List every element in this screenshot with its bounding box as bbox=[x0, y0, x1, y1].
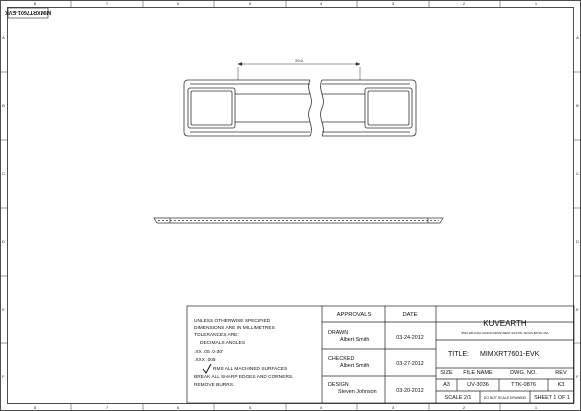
bottom-zone-label: 2 bbox=[462, 405, 466, 410]
top-zone-label: 6 bbox=[176, 1, 180, 6]
right-zone-labels bbox=[576, 35, 579, 379]
bottom-zone-label: 8 bbox=[33, 405, 37, 410]
top-zone-label: 4 bbox=[319, 1, 323, 6]
sheet-text: SHEET 1 OF 1 bbox=[534, 395, 570, 401]
do-not-scale-text: DO NOT SCALE DRAWING bbox=[483, 396, 527, 400]
size-label: SIZE bbox=[440, 370, 453, 376]
left-zone-label: D bbox=[2, 239, 5, 244]
top-dimension bbox=[238, 63, 360, 81]
title-value: MIMXRT7601-EVK bbox=[480, 351, 540, 358]
drawn-label: DRAWN bbox=[328, 330, 349, 336]
rev-value: K3 bbox=[557, 382, 565, 388]
design-name: Steven Johnson bbox=[338, 389, 377, 395]
note-line: BREAK ALL SHARP EDGES AND CORNERS. bbox=[194, 375, 294, 380]
part-top-view bbox=[184, 80, 416, 136]
drawing-title-stamp bbox=[5, 8, 51, 18]
checked-label: CHECKED bbox=[328, 356, 355, 362]
left-zone-label: F bbox=[2, 374, 5, 379]
note-line: TOLERANCES ARE: bbox=[194, 333, 239, 338]
outer-border bbox=[1, 1, 581, 411]
part-side-view bbox=[154, 218, 443, 223]
checked-name: Albert Smith bbox=[340, 363, 370, 369]
note-line: UNLESS OTHERWISE SPECIFIED bbox=[194, 319, 271, 324]
size-value: A3 bbox=[443, 382, 450, 388]
left-zone-labels bbox=[2, 35, 5, 379]
dwg-no-label: DWG. NO. bbox=[510, 370, 537, 376]
left-zone-ticks bbox=[0, 72, 7, 343]
note-line: DECIMALS ANGLES bbox=[200, 341, 246, 346]
right-zone-ticks bbox=[574, 72, 581, 343]
bottom-zone-ticks bbox=[71, 404, 500, 411]
approvals-block bbox=[328, 312, 424, 395]
right-zone-label: C bbox=[576, 171, 579, 176]
bottom-zone-label: 3 bbox=[391, 405, 395, 410]
design-date: 03-20-2012 bbox=[396, 388, 424, 394]
left-zone-label: B bbox=[2, 103, 5, 108]
note-line: REMOVE BURRS. bbox=[194, 383, 235, 388]
approvals-header: APPROVALS bbox=[336, 312, 372, 318]
file-name-label: FILE NAME bbox=[463, 370, 493, 376]
top-zone-label: 2 bbox=[462, 1, 466, 6]
right-zone-label: D bbox=[576, 239, 579, 244]
bottom-zone-label: 7 bbox=[105, 405, 109, 410]
scale-text: SCALE 2/1 bbox=[444, 395, 472, 401]
right-zone-label: A bbox=[576, 35, 579, 40]
left-zone-label: C bbox=[2, 171, 5, 176]
title-label: TITLE: bbox=[448, 351, 470, 358]
note-line: RMS ALL MACHINED SURFACES bbox=[213, 367, 288, 372]
top-zone-label: 3 bbox=[391, 1, 395, 6]
note-line: .XX .05 .0-30' bbox=[194, 350, 223, 355]
bottom-zone-label: 1 bbox=[534, 405, 538, 410]
drawn-date: 03-24-2012 bbox=[396, 335, 424, 341]
company-name: KUVEARTH bbox=[483, 319, 527, 328]
right-zone-label: F bbox=[576, 374, 579, 379]
bottom-zone-label: 5 bbox=[248, 405, 252, 410]
date-header: DATE bbox=[402, 312, 418, 318]
company-address: 9501 WILLIAM CANON DRIVE WEST AUSTIN, TEXAS 88739 USA bbox=[461, 331, 549, 335]
file-name-value: UV-3036 bbox=[467, 382, 489, 388]
drawn-name: Albert Smith bbox=[340, 337, 370, 343]
right-zone-label: B bbox=[576, 103, 579, 108]
checked-date: 03-27-2012 bbox=[396, 361, 424, 367]
bottom-zone-label: 4 bbox=[319, 405, 323, 410]
note-line: DIMENSIONS ARE IN MILLIMETRES bbox=[194, 326, 275, 331]
top-zone-ticks bbox=[71, 0, 500, 7]
dwg-no-value: TTK-0876 bbox=[511, 382, 536, 388]
inner-border bbox=[8, 8, 574, 404]
dimension-label: 29.0 bbox=[295, 58, 303, 63]
top-zone-label: 1 bbox=[534, 1, 538, 6]
rev-label: REV bbox=[555, 370, 567, 376]
check-icon bbox=[203, 364, 211, 373]
note-line: .XXX .005 bbox=[194, 358, 216, 363]
company-title-block bbox=[448, 319, 549, 358]
right-zone-label: E bbox=[576, 307, 579, 312]
top-zone-label: 7 bbox=[105, 1, 109, 6]
top-zone-label: 5 bbox=[248, 1, 252, 6]
notes-block bbox=[194, 318, 293, 388]
top-zone-label: 8 bbox=[33, 1, 37, 6]
design-label: DESIGN bbox=[328, 382, 349, 388]
bottom-zone-label: 6 bbox=[176, 405, 180, 410]
drawing-title-stamp-text: MIMXRT7601-EVK bbox=[4, 9, 52, 15]
document-meta-block bbox=[440, 370, 570, 401]
left-zone-label: E bbox=[2, 307, 5, 312]
left-zone-label: A bbox=[2, 35, 5, 40]
